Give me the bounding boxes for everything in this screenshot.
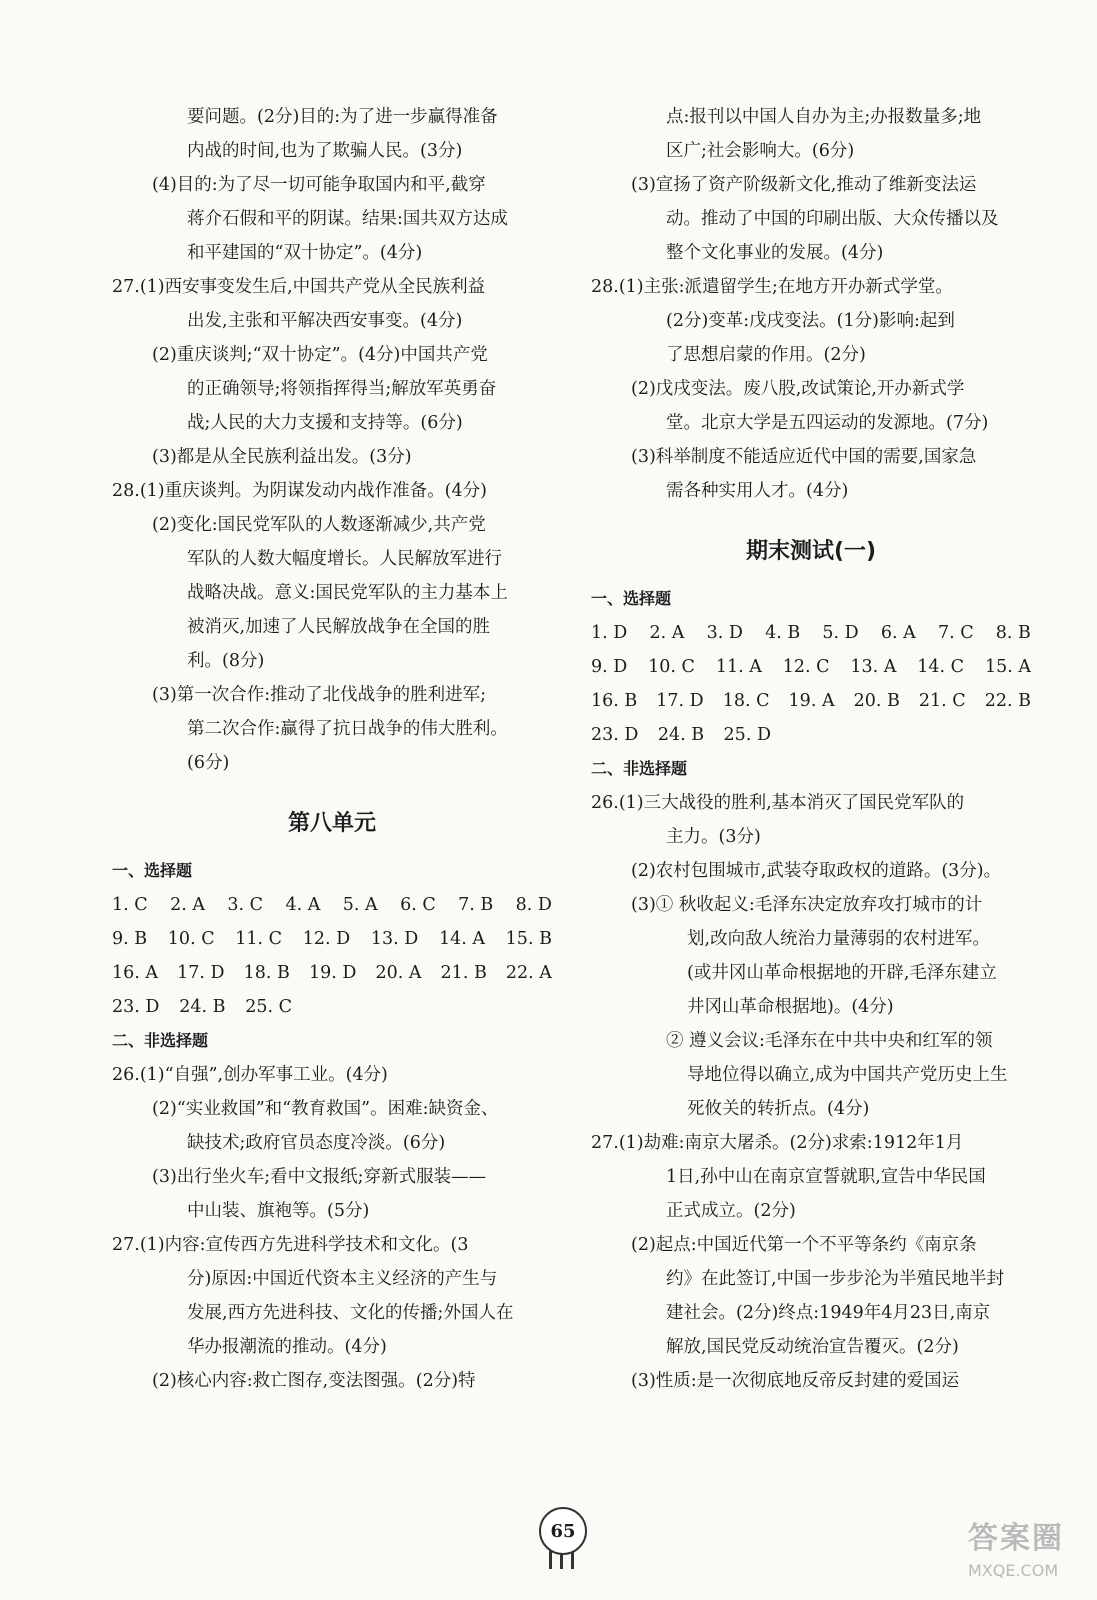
answer-line: 缺技术;政府官员态度冷淡。(6分) bbox=[187, 1133, 446, 1153]
answer-line: (4)目的:为了尽一切可能争取国内和平,截穿 bbox=[152, 175, 486, 195]
answer-line: 27.(1)内容:宣传西方先进科学技术和文化。(3 bbox=[112, 1235, 469, 1255]
answer-line: 中山装、旗袍等。(5分) bbox=[187, 1201, 370, 1221]
choice-answer: 14. A bbox=[438, 929, 485, 949]
answer-line: (2)核心内容:救亡图存,变法图强。(2分)特 bbox=[152, 1371, 476, 1391]
choice-answer: 12. D bbox=[302, 929, 351, 949]
answer-line: (2)戊戌变法。废八股,改试策论,开办新式学 bbox=[631, 379, 965, 399]
answer-line: (2)“实业救国”和“教育救国”。困难:缺资金、 bbox=[152, 1099, 499, 1119]
answer-line: 军队的人数大幅度增长。人民解放军进行 bbox=[187, 549, 502, 569]
answer-line: 约》在此签订,中国一步步沦为半殖民地半封 bbox=[666, 1269, 1005, 1289]
answer-line: 华办报潮流的推动。(4分) bbox=[187, 1337, 387, 1357]
choice-answer-row bbox=[112, 922, 552, 956]
choice-answer: 8. B bbox=[995, 623, 1031, 643]
choice-answer-row bbox=[112, 990, 292, 1024]
page-number: 65 bbox=[539, 1507, 587, 1555]
choice-answer: 25. C bbox=[245, 997, 292, 1017]
answer-line: (2)变化:国民党军队的人数逐渐减少,共产党 bbox=[152, 515, 486, 535]
answer-line: 26.(1)“自强”,创办军事工业。(4分) bbox=[112, 1065, 388, 1085]
answer-line: 了思想启蒙的作用。(2分) bbox=[666, 345, 866, 365]
answer-line: 整个文化事业的发展。(4分) bbox=[666, 243, 884, 263]
subsection-title: 二、非选择题 bbox=[112, 1031, 209, 1050]
choice-answer: 23. D bbox=[591, 725, 639, 745]
choice-answer: 17. D bbox=[656, 691, 704, 711]
choice-answer: 1. C bbox=[112, 895, 148, 915]
answer-line: 26.(1)三大战役的胜利,基本消灭了国民党军队的 bbox=[591, 793, 965, 813]
answer-line: 利。(8分) bbox=[187, 651, 265, 671]
choice-answer: 15. B bbox=[505, 929, 552, 949]
answer-line: 和平建国的“双十协定”。(4分) bbox=[187, 243, 423, 263]
answer-line: (2)重庆谈判;“双十协定”。(4分)中国共产党 bbox=[152, 345, 488, 365]
answer-line: 战略决战。意义:国民党军队的主力基本上 bbox=[187, 583, 508, 603]
choice-answer: 6. C bbox=[400, 895, 436, 915]
answer-line: 战;人民的大力支援和支持等。(6分) bbox=[187, 413, 463, 433]
answer-line: 死攸关的转折点。(4分) bbox=[687, 1099, 870, 1119]
choice-answer: 14. C bbox=[917, 657, 965, 677]
choice-answer: 9. B bbox=[112, 929, 148, 949]
choice-answer: 7. B bbox=[458, 895, 494, 915]
page-number-badge bbox=[533, 1503, 589, 1573]
answer-line: 分)原因:中国近代资本主义经济的产生与 bbox=[187, 1269, 498, 1289]
answer-line: 要问题。(2分)目的:为了进一步赢得准备 bbox=[187, 107, 498, 127]
watermark-logo: 答案圈 bbox=[968, 1521, 1064, 1556]
choice-answer: 24. B bbox=[179, 997, 226, 1017]
answer-line: 27.(1)劫难:南京大屠杀。(2分)求索:1912年1月 bbox=[591, 1133, 964, 1153]
answer-line: 27.(1)西安事变发生后,中国共产党从全民族利益 bbox=[112, 277, 486, 297]
choice-answer: 13. A bbox=[850, 657, 897, 677]
choice-answer: 3. C bbox=[227, 895, 264, 915]
answer-line: ② 遵义会议:毛泽东在中共中央和红军的领 bbox=[666, 1031, 993, 1051]
choice-answer: 16. A bbox=[112, 963, 159, 983]
choice-answer: 10. C bbox=[648, 657, 695, 677]
choice-answer: 24. B bbox=[657, 725, 705, 745]
answer-line: (3)宣扬了资产阶级新文化,推动了维新变法运 bbox=[631, 175, 977, 195]
choice-answer: 2. A bbox=[170, 895, 205, 915]
choice-answer-row bbox=[112, 956, 552, 990]
choice-answer: 22. A bbox=[505, 963, 552, 983]
answer-line: (3)出行坐火车;看中文报纸;穿新式服装—— bbox=[152, 1167, 487, 1187]
answer-line: 28.(1)主张:派遣留学生;在地方开办新式学堂。 bbox=[591, 277, 953, 297]
choice-answer: 5. A bbox=[342, 895, 378, 915]
subsection-title: 二、非选择题 bbox=[591, 759, 688, 778]
choice-answer-row bbox=[591, 718, 771, 752]
answer-line: 需各种实用人才。(4分) bbox=[666, 481, 849, 501]
choice-answer: 10. C bbox=[167, 929, 215, 949]
answer-line: 被消灭,加速了人民解放战争在全国的胜 bbox=[187, 617, 491, 637]
choice-answer: 7. C bbox=[937, 623, 974, 643]
answer-line: 划,改向敌人统治力量薄弱的农村进军。 bbox=[687, 929, 991, 949]
choice-answer: 21. C bbox=[918, 691, 966, 711]
watermark bbox=[968, 1518, 1086, 1590]
choice-answer: 3. D bbox=[706, 623, 743, 643]
choice-answer: 12. C bbox=[782, 657, 830, 677]
answer-line: 解放,国民党反动统治宣告覆灭。(2分) bbox=[666, 1337, 959, 1357]
answer-line: 点:报刊以中国人自办为主;办报数量多;地 bbox=[666, 107, 982, 127]
answer-line: 出发,主张和平解决西安事变。(4分) bbox=[187, 311, 463, 331]
choice-answer: 6. A bbox=[880, 623, 916, 643]
answer-line: 导地位得以确立,成为中国共产党历史上生 bbox=[687, 1065, 1008, 1085]
choice-answer: 13. D bbox=[370, 929, 419, 949]
choice-answer-row bbox=[591, 616, 1031, 650]
choice-answer: 9. D bbox=[591, 657, 628, 677]
answer-line: 蒋介石假和平的阴谋。结果:国共双方达成 bbox=[187, 209, 508, 229]
choice-answer: 5. D bbox=[822, 623, 859, 643]
subsection-title: 一、选择题 bbox=[591, 589, 672, 608]
choice-answer-row bbox=[591, 650, 1031, 684]
choice-answer: 22. B bbox=[984, 691, 1031, 711]
choice-answer: 4. B bbox=[765, 623, 801, 643]
answer-line: (6分) bbox=[187, 753, 230, 773]
answer-line: 的正确领导;将领指挥得当;解放军英勇奋 bbox=[187, 379, 497, 399]
choice-answer: 17. D bbox=[177, 963, 225, 983]
choice-answer: 1. D bbox=[591, 623, 628, 643]
answer-line: 正式成立。(2分) bbox=[666, 1201, 796, 1221]
answer-line: (3)① 秋收起义:毛泽东决定放弃攻打城市的计 bbox=[631, 895, 983, 915]
left-column bbox=[112, 100, 552, 1398]
right-column bbox=[591, 100, 1031, 1398]
choice-answer-row bbox=[112, 888, 552, 922]
answer-line: 第二次合作:赢得了抗日战争的伟大胜利。 bbox=[187, 719, 508, 739]
answer-line: (2)农村包围城市,武装夺取政权的道路。(3分)。 bbox=[631, 861, 1002, 881]
choice-answer: 2. A bbox=[649, 623, 685, 643]
choice-answer: 19. A bbox=[788, 691, 835, 711]
answer-line: (3)性质:是一次彻底地反帝反封建的爱国运 bbox=[631, 1371, 960, 1391]
answer-line: 主力。(3分) bbox=[666, 827, 761, 847]
answer-line: 28.(1)重庆谈判。为阴谋发动内战作准备。(4分) bbox=[112, 481, 487, 501]
choice-answer: 16. B bbox=[591, 691, 638, 711]
choice-answer: 18. B bbox=[243, 963, 290, 983]
answer-line: (2分)变革:戊戌变法。(1分)影响:起到 bbox=[666, 311, 955, 331]
answer-line: (3)都是从全民族利益出发。(3分) bbox=[152, 447, 412, 467]
choice-answer: 11. A bbox=[715, 657, 762, 677]
answer-line: (或井冈山革命根据地的开辟,毛泽东建立 bbox=[687, 963, 997, 983]
answer-line: 堂。北京大学是五四运动的发源地。(7分) bbox=[666, 413, 989, 433]
choice-answer: 20. B bbox=[853, 691, 900, 711]
answer-line: 发展,西方先进科技、文化的传播;外国人在 bbox=[187, 1303, 514, 1323]
answer-line: 内战的时间,也为了欺骗人民。(3分) bbox=[187, 141, 463, 161]
choice-answer: 4. A bbox=[285, 895, 321, 915]
choice-answer: 19. D bbox=[308, 963, 357, 983]
choice-answer: 20. A bbox=[375, 963, 422, 983]
answer-line: (3)第一次合作:推动了北伐战争的胜利进军; bbox=[152, 685, 487, 705]
answer-line: 1日,孙中山在南京宣誓就职,宣告中华民国 bbox=[666, 1167, 986, 1187]
choice-answer: 8. D bbox=[515, 895, 552, 915]
answer-line: 区广;社会影响大。(6分) bbox=[666, 141, 855, 161]
answer-line: 动。推动了中国的印刷出版、大众传播以及 bbox=[666, 209, 999, 229]
choice-answer: 23. D bbox=[112, 997, 160, 1017]
subsection-title: 一、选择题 bbox=[112, 861, 193, 880]
watermark-url: MXQE.COM bbox=[968, 1561, 1059, 1580]
choice-answer: 25. D bbox=[723, 725, 771, 745]
choice-answer: 11. C bbox=[235, 929, 283, 949]
choice-answer-row bbox=[591, 684, 1031, 718]
answer-line: 井冈山革命根据地)。(4分) bbox=[687, 997, 894, 1017]
answer-line: (2)起点:中国近代第一个不平等条约《南京条 bbox=[631, 1235, 977, 1255]
answer-line: 建社会。(2分)终点:1949年4月23日,南京 bbox=[666, 1303, 991, 1323]
choice-answer: 21. B bbox=[440, 963, 487, 983]
answer-line: (3)科举制度不能适应近代中国的需要,国家急 bbox=[631, 447, 977, 467]
choice-answer: 18. C bbox=[722, 691, 770, 711]
section-heading: 期末测试(一) bbox=[745, 539, 877, 564]
choice-answer: 15. A bbox=[984, 657, 1031, 677]
section-heading: 第八单元 bbox=[287, 811, 376, 836]
